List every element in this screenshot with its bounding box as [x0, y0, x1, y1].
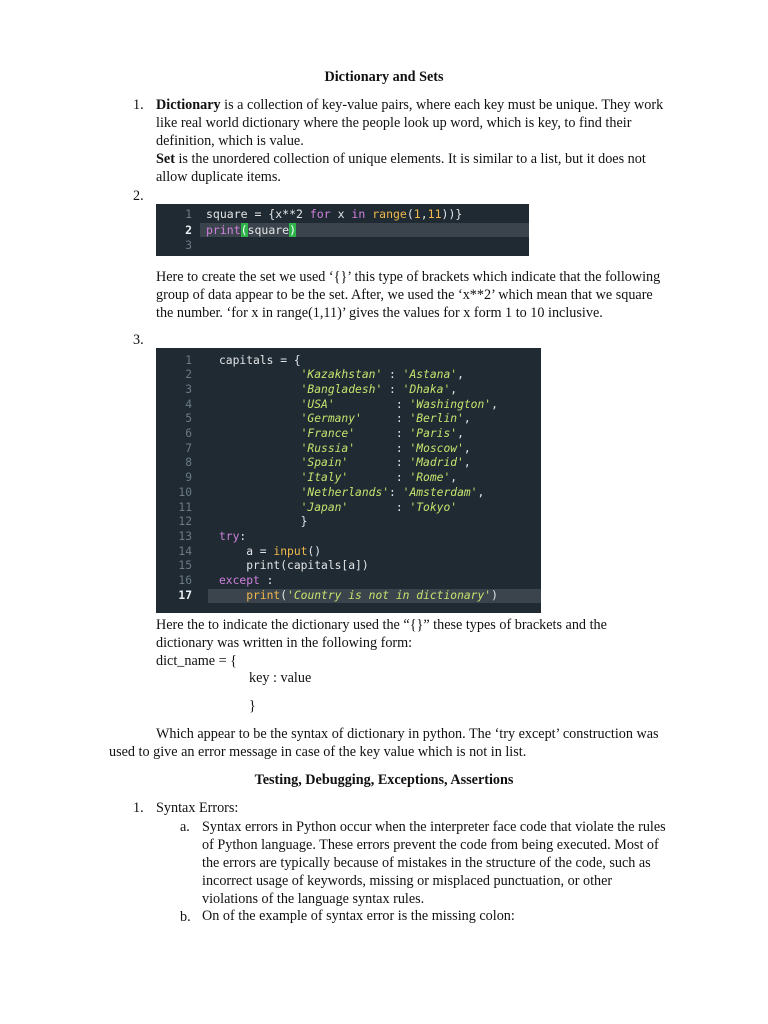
- list-number-1: 1.: [133, 97, 144, 113]
- code-token: 'Bangladesh': [300, 382, 383, 396]
- code-line: [156, 574, 541, 589]
- code-token: 'Moscow': [409, 441, 464, 455]
- line-number: 4: [185, 397, 192, 411]
- code-token: 'Russia': [300, 441, 356, 455]
- code-line: [156, 471, 541, 486]
- set-term: Set: [156, 151, 175, 167]
- code-token: 11: [427, 207, 442, 221]
- line-number: 7: [185, 441, 192, 455]
- code-token: 'Tokyo': [409, 500, 458, 514]
- code-text: [219, 442, 471, 455]
- code-text: [219, 398, 498, 411]
- code-token: 'Amsterdam': [402, 485, 478, 499]
- code-token: ,: [457, 427, 464, 440]
- line-number: 1: [185, 353, 192, 367]
- code-text: [219, 501, 457, 514]
- code-token: [219, 589, 246, 602]
- code-text: [219, 574, 273, 587]
- code-token: capitals = {: [219, 353, 301, 367]
- code-token: :: [389, 485, 403, 499]
- code-token: [219, 442, 301, 455]
- code-token: (: [406, 207, 414, 221]
- code-token: ,: [463, 456, 471, 470]
- code-text: [219, 456, 471, 469]
- code-token: 'Astana': [402, 368, 458, 382]
- code-token: :: [355, 427, 410, 440]
- text-line: of Python language. These errors prevent the code from being executed. Most of: [202, 837, 659, 853]
- code-token: square = {x**2: [206, 207, 310, 221]
- code-snippet-set-comprehension: [156, 204, 529, 256]
- code-text: [219, 383, 457, 396]
- line-number: 3: [185, 238, 192, 253]
- code-token: :: [334, 397, 410, 411]
- code-token: :: [259, 574, 274, 587]
- line-number: 15: [178, 559, 192, 573]
- code-token: :: [348, 456, 410, 470]
- line-number: 17: [178, 588, 192, 602]
- dict-form-key-value: key : value: [249, 670, 312, 686]
- code-token: ,: [450, 382, 458, 396]
- code-text: [206, 223, 296, 237]
- code-line: [156, 515, 541, 530]
- code-token: ,: [450, 471, 458, 485]
- set-explanation: [156, 268, 660, 322]
- code-token: ))}: [441, 207, 463, 221]
- code-text: [219, 559, 369, 572]
- code-token: 1: [413, 207, 421, 221]
- text-line: dict_name = {: [156, 653, 237, 669]
- line-number: 12: [178, 515, 192, 529]
- text-line: is a collection of key-value pairs, where each key must be unique. They work: [220, 97, 664, 113]
- dict-form-close-brace: }: [249, 698, 256, 714]
- list-number-3: 3.: [133, 332, 144, 348]
- code-text: [219, 515, 307, 528]
- text-line: Syntax errors in Python occur when the interpreter face code that violate the rules: [202, 819, 666, 835]
- code-token: try: [219, 529, 240, 543]
- closing-text-line-1: Which appear to be the syntax of dictionary in python. The ‘try except’ construction was: [156, 726, 659, 742]
- line-number: 2: [185, 368, 192, 382]
- text-line: the number. ‘for x in range(1,11)’ gives the values for x form 1 to 10 inclusive.: [156, 305, 603, 321]
- code-token: (: [240, 222, 248, 237]
- code-token: [219, 383, 301, 396]
- code-line: [156, 398, 541, 413]
- code-text: [206, 207, 462, 221]
- line-number: 2: [185, 222, 192, 237]
- closing-text-line-2: used to give an error message in case of the key value which is not in list.: [109, 744, 527, 760]
- line-number: 9: [185, 471, 192, 485]
- code-token: 'Italy': [300, 471, 349, 485]
- code-token: [219, 427, 301, 440]
- code-token: in: [351, 207, 366, 221]
- code-token: print: [206, 222, 241, 237]
- code-token: ): [491, 588, 498, 602]
- code-token: print(capitals[a]): [219, 559, 369, 573]
- section-title-dictionary-and-sets: Dictionary and Sets: [324, 69, 444, 85]
- code-token: 'Madrid': [409, 456, 464, 470]
- code-token: [219, 486, 301, 499]
- code-token: 'Country is not in dictionary': [287, 588, 492, 602]
- text-line: dictionary was written in the following form:: [156, 635, 413, 651]
- code-token: input: [273, 544, 308, 558]
- code-token: }: [219, 515, 308, 529]
- code-token: 'Washington': [409, 397, 492, 411]
- line-number: 3: [185, 382, 192, 396]
- code-line: [156, 486, 541, 501]
- code-token: :: [382, 382, 403, 396]
- code-text: [219, 368, 464, 381]
- code-line: [156, 383, 541, 398]
- code-token: 'Kazakhstan': [300, 368, 383, 382]
- code-snippet-capitals-dictionary: [156, 348, 541, 613]
- line-number: 1: [185, 207, 192, 221]
- code-line: [156, 456, 541, 471]
- code-token: print: [246, 588, 281, 602]
- code-token: [219, 471, 301, 484]
- code-token: ,: [463, 441, 471, 455]
- code-token: square: [247, 222, 290, 237]
- code-line: [185, 222, 529, 238]
- code-token: [219, 368, 301, 381]
- code-token: ,: [463, 412, 471, 426]
- code-token: 'Berlin': [409, 412, 464, 426]
- section-title-testing-debugging: Testing, Debugging, Exceptions, Assertions: [254, 772, 514, 788]
- code-token: (: [280, 588, 288, 602]
- code-token: ,: [491, 397, 498, 411]
- code-token: 'Netherlands': [300, 485, 390, 499]
- code-token: [219, 501, 301, 514]
- code-line: [156, 238, 529, 253]
- code-token: a =: [219, 544, 274, 558]
- code-text: [219, 471, 457, 484]
- list-number-1: 1.: [133, 800, 144, 816]
- text-line: is the unordered collection of unique elements. It is similar to a list, but it does not: [174, 151, 646, 167]
- dictionary-term: Dictionary: [156, 97, 221, 113]
- line-number: 13: [178, 529, 192, 543]
- code-token: [219, 398, 301, 411]
- code-line: [156, 368, 541, 383]
- code-token: ): [289, 222, 297, 237]
- code-text: [219, 427, 464, 440]
- code-line: [156, 530, 541, 545]
- code-line: [156, 207, 529, 222]
- code-token: 'Spain': [300, 456, 349, 470]
- code-text: [219, 354, 301, 367]
- text-line: definition, which is value.: [156, 133, 304, 149]
- list-number-2: 2.: [133, 188, 144, 204]
- code-line: [156, 354, 541, 369]
- code-token: 'Japan': [300, 500, 349, 514]
- text-line: incorrect usage of keywords, missing or misplaced punctuation, or other: [202, 873, 613, 889]
- text-line: group of data appear to be the set. After, we used the ‘x**2’ which mean that we square: [156, 287, 653, 303]
- code-text: [219, 412, 471, 425]
- code-line: [156, 442, 541, 457]
- text-line: Here the to indicate the dictionary used the “{}” these types of brackets and the: [156, 617, 607, 633]
- code-token: range: [372, 207, 407, 221]
- code-text: [219, 530, 246, 543]
- code-token: (): [307, 544, 322, 558]
- code-token: :: [382, 368, 403, 382]
- dictionary-explanation: [156, 616, 607, 670]
- code-token: ,: [457, 368, 464, 382]
- code-token: 'France': [300, 427, 356, 440]
- line-number: 11: [178, 500, 192, 514]
- line-number: 10: [178, 485, 192, 499]
- code-token: [219, 456, 301, 469]
- code-token: :: [348, 500, 410, 514]
- code-token: 'Dhaka': [402, 382, 451, 396]
- code-token: ,: [420, 207, 428, 221]
- code-text: [219, 486, 484, 499]
- code-token: ,: [477, 485, 485, 499]
- code-line: [156, 559, 541, 574]
- code-token: :: [361, 412, 410, 426]
- code-token: :: [355, 441, 410, 455]
- syntax-errors-description: [202, 818, 666, 908]
- code-line: [156, 501, 541, 516]
- code-line: [156, 412, 541, 427]
- sublist-letter-a: a.: [180, 819, 190, 835]
- text-line: allow duplicate items.: [156, 169, 281, 185]
- code-line: [156, 545, 541, 560]
- text-line: the errors are typically because of mistakes in the structure of the code, such as: [202, 855, 651, 871]
- text-line: violations of the language syntax rules.: [202, 891, 425, 907]
- code-token: 'Paris': [409, 427, 458, 440]
- line-number: 5: [185, 412, 192, 426]
- syntax-error-example-intro: On of the example of syntax error is the missing colon:: [202, 908, 515, 924]
- line-number: 6: [185, 427, 192, 440]
- code-token: 'Germany': [300, 412, 362, 426]
- line-number: 16: [178, 574, 192, 587]
- code-token: x: [330, 207, 352, 221]
- code-token: :: [239, 529, 247, 543]
- code-token: :: [348, 471, 410, 485]
- code-token: except: [219, 574, 260, 587]
- dictionary-definition: [156, 96, 663, 186]
- code-token: [219, 412, 301, 425]
- sublist-letter-b: b.: [180, 909, 191, 925]
- line-number: 8: [185, 456, 192, 470]
- code-token: 'Rome': [409, 471, 451, 485]
- code-text: [219, 545, 321, 558]
- code-token: 'USA': [300, 397, 335, 411]
- syntax-errors-label: Syntax Errors:: [156, 800, 239, 816]
- code-token: for: [309, 207, 331, 221]
- code-line: [156, 427, 541, 442]
- line-number: 14: [178, 544, 192, 558]
- code-text: [219, 589, 498, 602]
- text-line: like real world dictionary where the people look up word, which is key, to find their: [156, 115, 632, 131]
- code-line: [178, 588, 541, 604]
- text-line: Here to create the set we used ‘{}’ this type of brackets which indicate that the following: [156, 269, 661, 285]
